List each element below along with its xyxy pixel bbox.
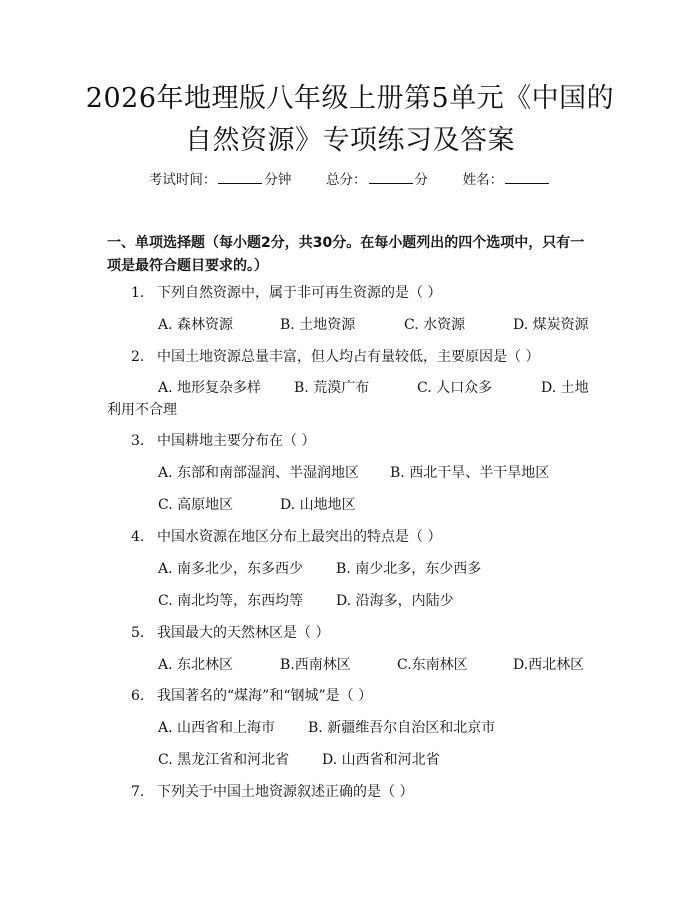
option-a: A. 山西省和上海市	[158, 720, 276, 736]
option-c: C. 高原地区	[158, 497, 234, 513]
question-text: 我国著名的“煤海”和“钢城”是（ ）	[157, 688, 373, 704]
time-label: 考试时间：	[148, 172, 217, 188]
option-d: D. 山地地区	[280, 497, 356, 513]
question-4	[131, 526, 441, 546]
option-d: D. 山西省和河北省	[322, 752, 440, 768]
option-a: A. 地形复杂多样	[158, 380, 262, 396]
question-number: 6.	[131, 688, 145, 704]
option-a: A. 东北林区	[158, 657, 234, 673]
question-3	[131, 430, 315, 450]
question-5	[131, 622, 329, 642]
score-blank	[369, 171, 413, 184]
option-b: B.西南林区	[280, 657, 351, 673]
option-c: C. 人口众多	[417, 380, 493, 396]
time-unit: 分钟	[264, 172, 292, 188]
question-number: 2.	[131, 349, 145, 365]
title-line-2: 自然资源》专项练习及答案	[185, 125, 515, 156]
name-label: 姓名：	[462, 172, 504, 188]
question-text: 下列自然资源中，属于非可再生资源的是（ ）	[157, 285, 442, 301]
section-heading: 一、单项选择题（每小题2分，共30分。在每小题列出的四个选项中，只有一项是最符合题目要求的。）	[107, 235, 585, 274]
option-c: C. 南北均等，东西均等	[158, 593, 304, 609]
option-c: C. 水资源	[404, 317, 466, 333]
option-b: B. 西北干旱、半干旱地区	[390, 465, 550, 481]
question-number: 4.	[131, 529, 145, 545]
option-b: B. 南少北多，东少西多	[336, 561, 482, 577]
title-line-1: 2026年地理版八年级上册第5单元《中国的	[85, 83, 615, 114]
question-number: 3.	[131, 433, 145, 449]
name-blank	[505, 171, 549, 184]
option-b: B. 荒漠广布	[294, 380, 370, 396]
option-d: D.西北林区	[513, 657, 585, 673]
exam-meta	[0, 168, 700, 188]
option-d: D. 煤炭资源	[513, 317, 589, 333]
question-6	[131, 685, 372, 705]
option-a: A. 南多北少，东多西少	[158, 561, 304, 577]
question-text: 中国耕地主要分布在（ ）	[157, 433, 316, 449]
score-label: 总分：	[326, 172, 367, 188]
question-text: 中国水资源在地区分布上最突出的特点是（ ）	[157, 529, 442, 545]
time-blank	[218, 171, 262, 184]
question-7	[131, 781, 413, 801]
option-a: A. 森林资源	[158, 317, 234, 333]
option-c: C. 黑龙江省和河北省	[158, 752, 290, 768]
question-text: 下列关于中国土地资源叙述正确的是（ ）	[157, 784, 414, 800]
option-d: D. 沿海多，内陆少	[336, 593, 454, 609]
page-title	[60, 78, 640, 162]
question-text: 我国最大的天然林区是（ ）	[157, 625, 330, 641]
question-number: 7.	[131, 784, 145, 800]
option-b: B. 土地资源	[280, 317, 356, 333]
option-b: B. 新疆维吾尔自治区和北京市	[308, 720, 496, 736]
option-c: C.东南林区	[397, 657, 468, 673]
option-d: D. 土地	[541, 380, 589, 396]
option-a: A. 东部和南部湿润、半湿润地区	[158, 465, 360, 481]
question-number: 1.	[131, 285, 145, 301]
score-unit: 分	[414, 172, 428, 188]
question-2	[131, 346, 539, 366]
option-d-continued: 利用不合理	[107, 402, 177, 418]
question-number: 5.	[131, 625, 145, 641]
question-text: 中国土地资源总量丰富，但人均占有量较低，主要原因是（ ）	[157, 349, 540, 365]
question-1	[131, 282, 441, 302]
